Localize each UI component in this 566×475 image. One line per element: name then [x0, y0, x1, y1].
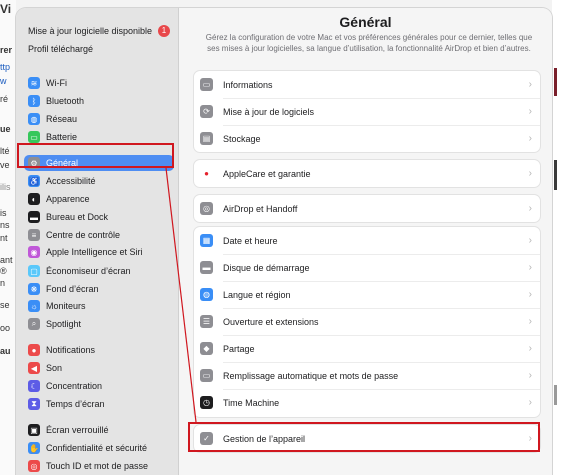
device-management-icon: ✓	[200, 432, 213, 445]
page-title: Général	[339, 14, 392, 30]
chevron-right-icon: ›	[528, 203, 532, 214]
background-fragment: ré	[0, 94, 9, 104]
sidebar-item-label: Bluetooth	[46, 96, 85, 106]
apple-icon: ●	[200, 167, 213, 180]
chevron-right-icon: ›	[528, 133, 532, 144]
chevron-right-icon: ›	[528, 262, 532, 273]
settings-row-label: Informations	[223, 79, 273, 90]
sidebar-item-label: Touch ID et mot de passe	[46, 461, 149, 471]
chevron-right-icon: ›	[528, 316, 532, 327]
siri-icon: ◉	[28, 246, 40, 258]
background-fragment: ®	[0, 266, 7, 276]
sidebar-item-label: Écran verrouillé	[46, 425, 109, 435]
sidebar-item-label: Centre de contrôle	[46, 230, 121, 240]
dock-icon: ▬	[30, 212, 38, 222]
chevron-right-icon: ›	[528, 343, 532, 354]
globe-icon: ◍	[28, 113, 40, 125]
wallpaper-icon: ❋	[28, 283, 40, 295]
settings-row-label: Mise à jour de logiciels	[223, 106, 315, 117]
settings-row-label: Partage	[223, 343, 255, 354]
chevron-right-icon: ›	[528, 168, 532, 179]
background-fragment: ttp	[0, 62, 11, 72]
settings-row-label: Gestion de l’appareil	[223, 433, 306, 444]
disk-icon: ▬	[200, 261, 213, 274]
info-icon: ▭	[200, 78, 213, 91]
screensaver-icon: ▢	[28, 265, 40, 277]
screen-time-icon: ⧗	[28, 398, 40, 410]
sidebar-item-label: Fond d’écran	[46, 284, 99, 294]
background-fragment: au	[0, 346, 11, 356]
sidebar-item-label: Notifications	[46, 345, 96, 355]
settings-row-label: Date et heure	[223, 235, 278, 246]
background-fragment: nt	[0, 233, 8, 243]
software-update-label: Mise à jour logicielle disponible	[28, 26, 153, 36]
sidebar-item-label: Apple Intelligence et Siri	[46, 247, 143, 257]
airdrop-icon: ◎	[200, 202, 213, 215]
sidebar-item-label: Général	[46, 158, 79, 168]
sidebar-item-label: Réseau	[46, 114, 78, 124]
touchid-icon: ◎	[28, 460, 40, 472]
sound-icon: ◀	[28, 362, 40, 374]
sidebar-item-label: Son	[46, 363, 63, 373]
appearance-icon: ◐	[28, 193, 40, 205]
focus-icon: ☾	[28, 380, 40, 392]
bluetooth-icon: ᛒ	[28, 95, 40, 107]
settings-row-label: Disque de démarrage	[223, 262, 310, 273]
background-fragment: rer	[0, 45, 13, 55]
sidebar-item-label: Économiseur d’écran	[46, 266, 131, 276]
storage-icon: ▤	[200, 132, 213, 145]
downloaded-profile-label: Profil téléchargé	[28, 44, 94, 54]
sidebar-item-label: Wi-Fi	[46, 78, 67, 88]
software-update-icon: ⟳	[200, 105, 213, 118]
connector-line	[166, 168, 196, 422]
extensions-icon: ☰	[200, 315, 213, 328]
lock-screen-icon: ▣	[28, 424, 40, 436]
settings-row-label: Ouverture et extensions	[223, 316, 319, 327]
wifi-icon: ≋	[28, 77, 40, 89]
settings-row-label: Remplissage automatique et mots de passe	[223, 370, 399, 381]
control-center-icon: ≡	[28, 229, 40, 241]
sidebar-item-label: Concentration	[46, 381, 103, 391]
chevron-right-icon: ›	[528, 106, 532, 117]
page-description: Gérez la configuration de votre Mac et vos préférences générales pour ce dernier, telles que ses mises à jour logicielles, sa langue d’utilisation, la fonctionnalité AirDrop et bien d’autres.	[205, 33, 533, 53]
sidebar-item-label: Spotlight	[46, 319, 82, 329]
sidebar-item-label: Apparence	[46, 194, 90, 204]
sidebar-item-label: Temps d’écran	[46, 399, 105, 409]
settings-row-label: AirDrop et Handoff	[223, 203, 298, 214]
background-fragment: w	[0, 76, 7, 86]
accessibility-icon: ♿	[29, 176, 39, 186]
chevron-right-icon: ›	[528, 79, 532, 90]
settings-row-label: Time Machine	[223, 397, 280, 408]
battery-icon: ▭	[28, 131, 40, 143]
settings-row-label: AppleCare et garantie	[223, 168, 311, 179]
globe-icon: ◍	[200, 288, 213, 301]
chevron-right-icon: ›	[528, 397, 532, 408]
background-fragment: ns	[0, 220, 10, 230]
chevron-right-icon: ›	[528, 289, 532, 300]
sidebar-item-label: Moniteurs	[46, 301, 86, 311]
gear-icon: ⚙	[28, 157, 40, 169]
update-count-badge: 1	[158, 25, 170, 37]
background-fragment: Vi	[0, 2, 12, 16]
background-fragment: se	[0, 300, 10, 310]
sidebar-item-label: Bureau et Dock	[46, 212, 109, 222]
sharing-icon: ◆	[200, 342, 213, 355]
background-fragment: n	[0, 278, 6, 288]
time-machine-icon: ◷	[200, 396, 213, 409]
background-fragment: lté	[0, 146, 10, 156]
calendar-icon: ▦	[200, 234, 213, 247]
sidebar-item-label: Batterie	[46, 132, 78, 142]
chevron-right-icon: ›	[528, 370, 532, 381]
background-fragment: is	[0, 208, 7, 218]
sidebar-item-label: Accessibilité	[46, 176, 96, 186]
settings-row-label: Langue et région	[223, 289, 291, 300]
sidebar-item-label: Confidentialité et sécurité	[46, 443, 148, 453]
background-fragment: ue	[0, 124, 11, 134]
background-fragment: ve	[0, 160, 10, 170]
background-fragment: ilis	[0, 182, 11, 192]
background-fragment: ant	[0, 255, 13, 265]
notifications-icon: ●	[28, 344, 40, 356]
spotlight-icon: ⌕	[28, 318, 40, 330]
autofill-icon: ▭	[200, 369, 213, 382]
background-fragment: oo	[0, 323, 11, 333]
chevron-right-icon: ›	[528, 235, 532, 246]
settings-row-label: Stockage	[223, 133, 261, 144]
display-icon: ☼	[28, 300, 40, 312]
privacy-icon: ✋	[29, 443, 39, 453]
chevron-right-icon: ›	[528, 433, 532, 444]
